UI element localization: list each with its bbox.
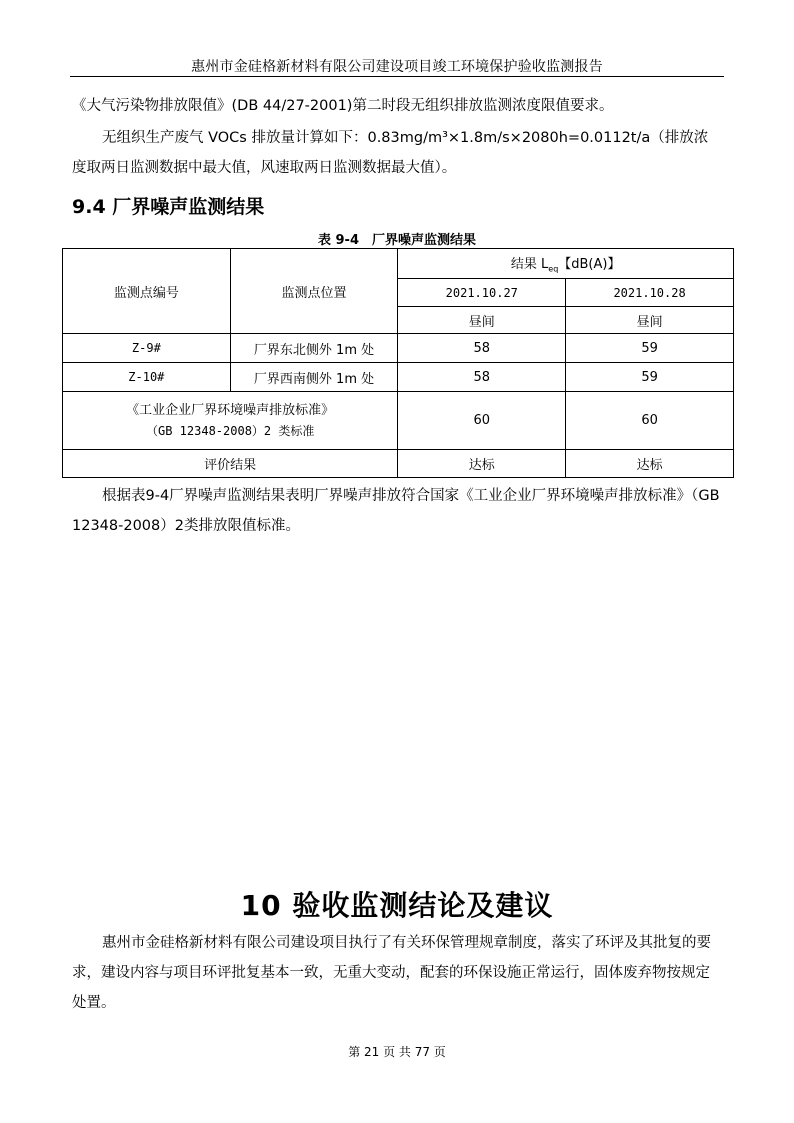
table-caption: 表 9-4 厂界噪声监测结果 — [317, 233, 476, 248]
header-result: 结果 $L_{eq}$【dB(A)】 — [398, 249, 734, 279]
header-date-1: 2021.10.27 — [398, 279, 566, 307]
standard-label: 《工业企业厂界环境噪声排放标准》 （GB 12348-2008）2 类标准 — [63, 392, 398, 450]
intro-line-1: 《大气污染物排放限值》(DB 44/27-2001)第二时段无组织排放监测浓度限值要求。 — [72, 98, 614, 114]
conclusion-paragraph: 根据表9-4厂界噪声监测结果表明厂界噪声排放符合国家《工业企业厂界环境噪声排放标准》（GB 12348-2008）2类排放限值标准。 — [72, 488, 720, 534]
noise-results-table — [62, 248, 734, 478]
header-date-2: 2021.10.28 — [566, 279, 734, 307]
section-heading: 9.4 厂界噪声监测结果 — [72, 196, 265, 218]
table-row — [63, 334, 734, 363]
intro-paragraph-2: 无组织生产废气 VOCs 排放量计算如下：0.83mg/m³×1.8m/s×2080h=0.0112t/a（排放浓度取两日监测数据中最大值，风速取两日监测数据最大值）。 — [72, 130, 709, 176]
header-divider — [70, 76, 724, 77]
cell-point-id: Z-9# — [63, 334, 231, 363]
header-point-location: 监测点位置 — [230, 249, 398, 334]
cell-point-location: 厂界东北侧外 1m 处 — [230, 334, 398, 363]
chapter-paragraph: 惠州市金硅格新材料有限公司建设项目执行了有关环保管理规章制度，落实了环评及其批复的要求，建设内容与项目环评批复基本一致，无重大变动，配套的环保设施正常运行，固体废弃物按规定处置。 — [72, 935, 711, 1011]
table-row — [63, 363, 734, 392]
cell-value: 58 — [398, 363, 566, 392]
cell-value: 59 — [566, 334, 734, 363]
evaluation-value: 达标 — [398, 450, 566, 478]
report-header-title: 惠州市金硅格新材料有限公司建设项目竣工环境保护验收监测报告 — [191, 59, 603, 75]
cell-value: 58 — [398, 334, 566, 363]
standard-value: 60 — [566, 392, 734, 450]
header-period-1: 昼间 — [398, 307, 566, 334]
evaluation-row — [63, 450, 734, 478]
cell-point-id: Z-10# — [63, 363, 231, 392]
cell-value: 59 — [566, 363, 734, 392]
evaluation-label: 评价结果 — [63, 450, 398, 478]
header-period-2: 昼间 — [566, 307, 734, 334]
page-number-footer: 第 21 页 共 77 页 — [348, 1045, 446, 1059]
standard-row — [63, 392, 734, 450]
chapter-heading: 10 验收监测结论及建议 — [240, 889, 554, 922]
standard-value: 60 — [398, 392, 566, 450]
header-point-id: 监测点编号 — [63, 249, 231, 334]
evaluation-value: 达标 — [566, 450, 734, 478]
cell-point-location: 厂界西南侧外 1m 处 — [230, 363, 398, 392]
